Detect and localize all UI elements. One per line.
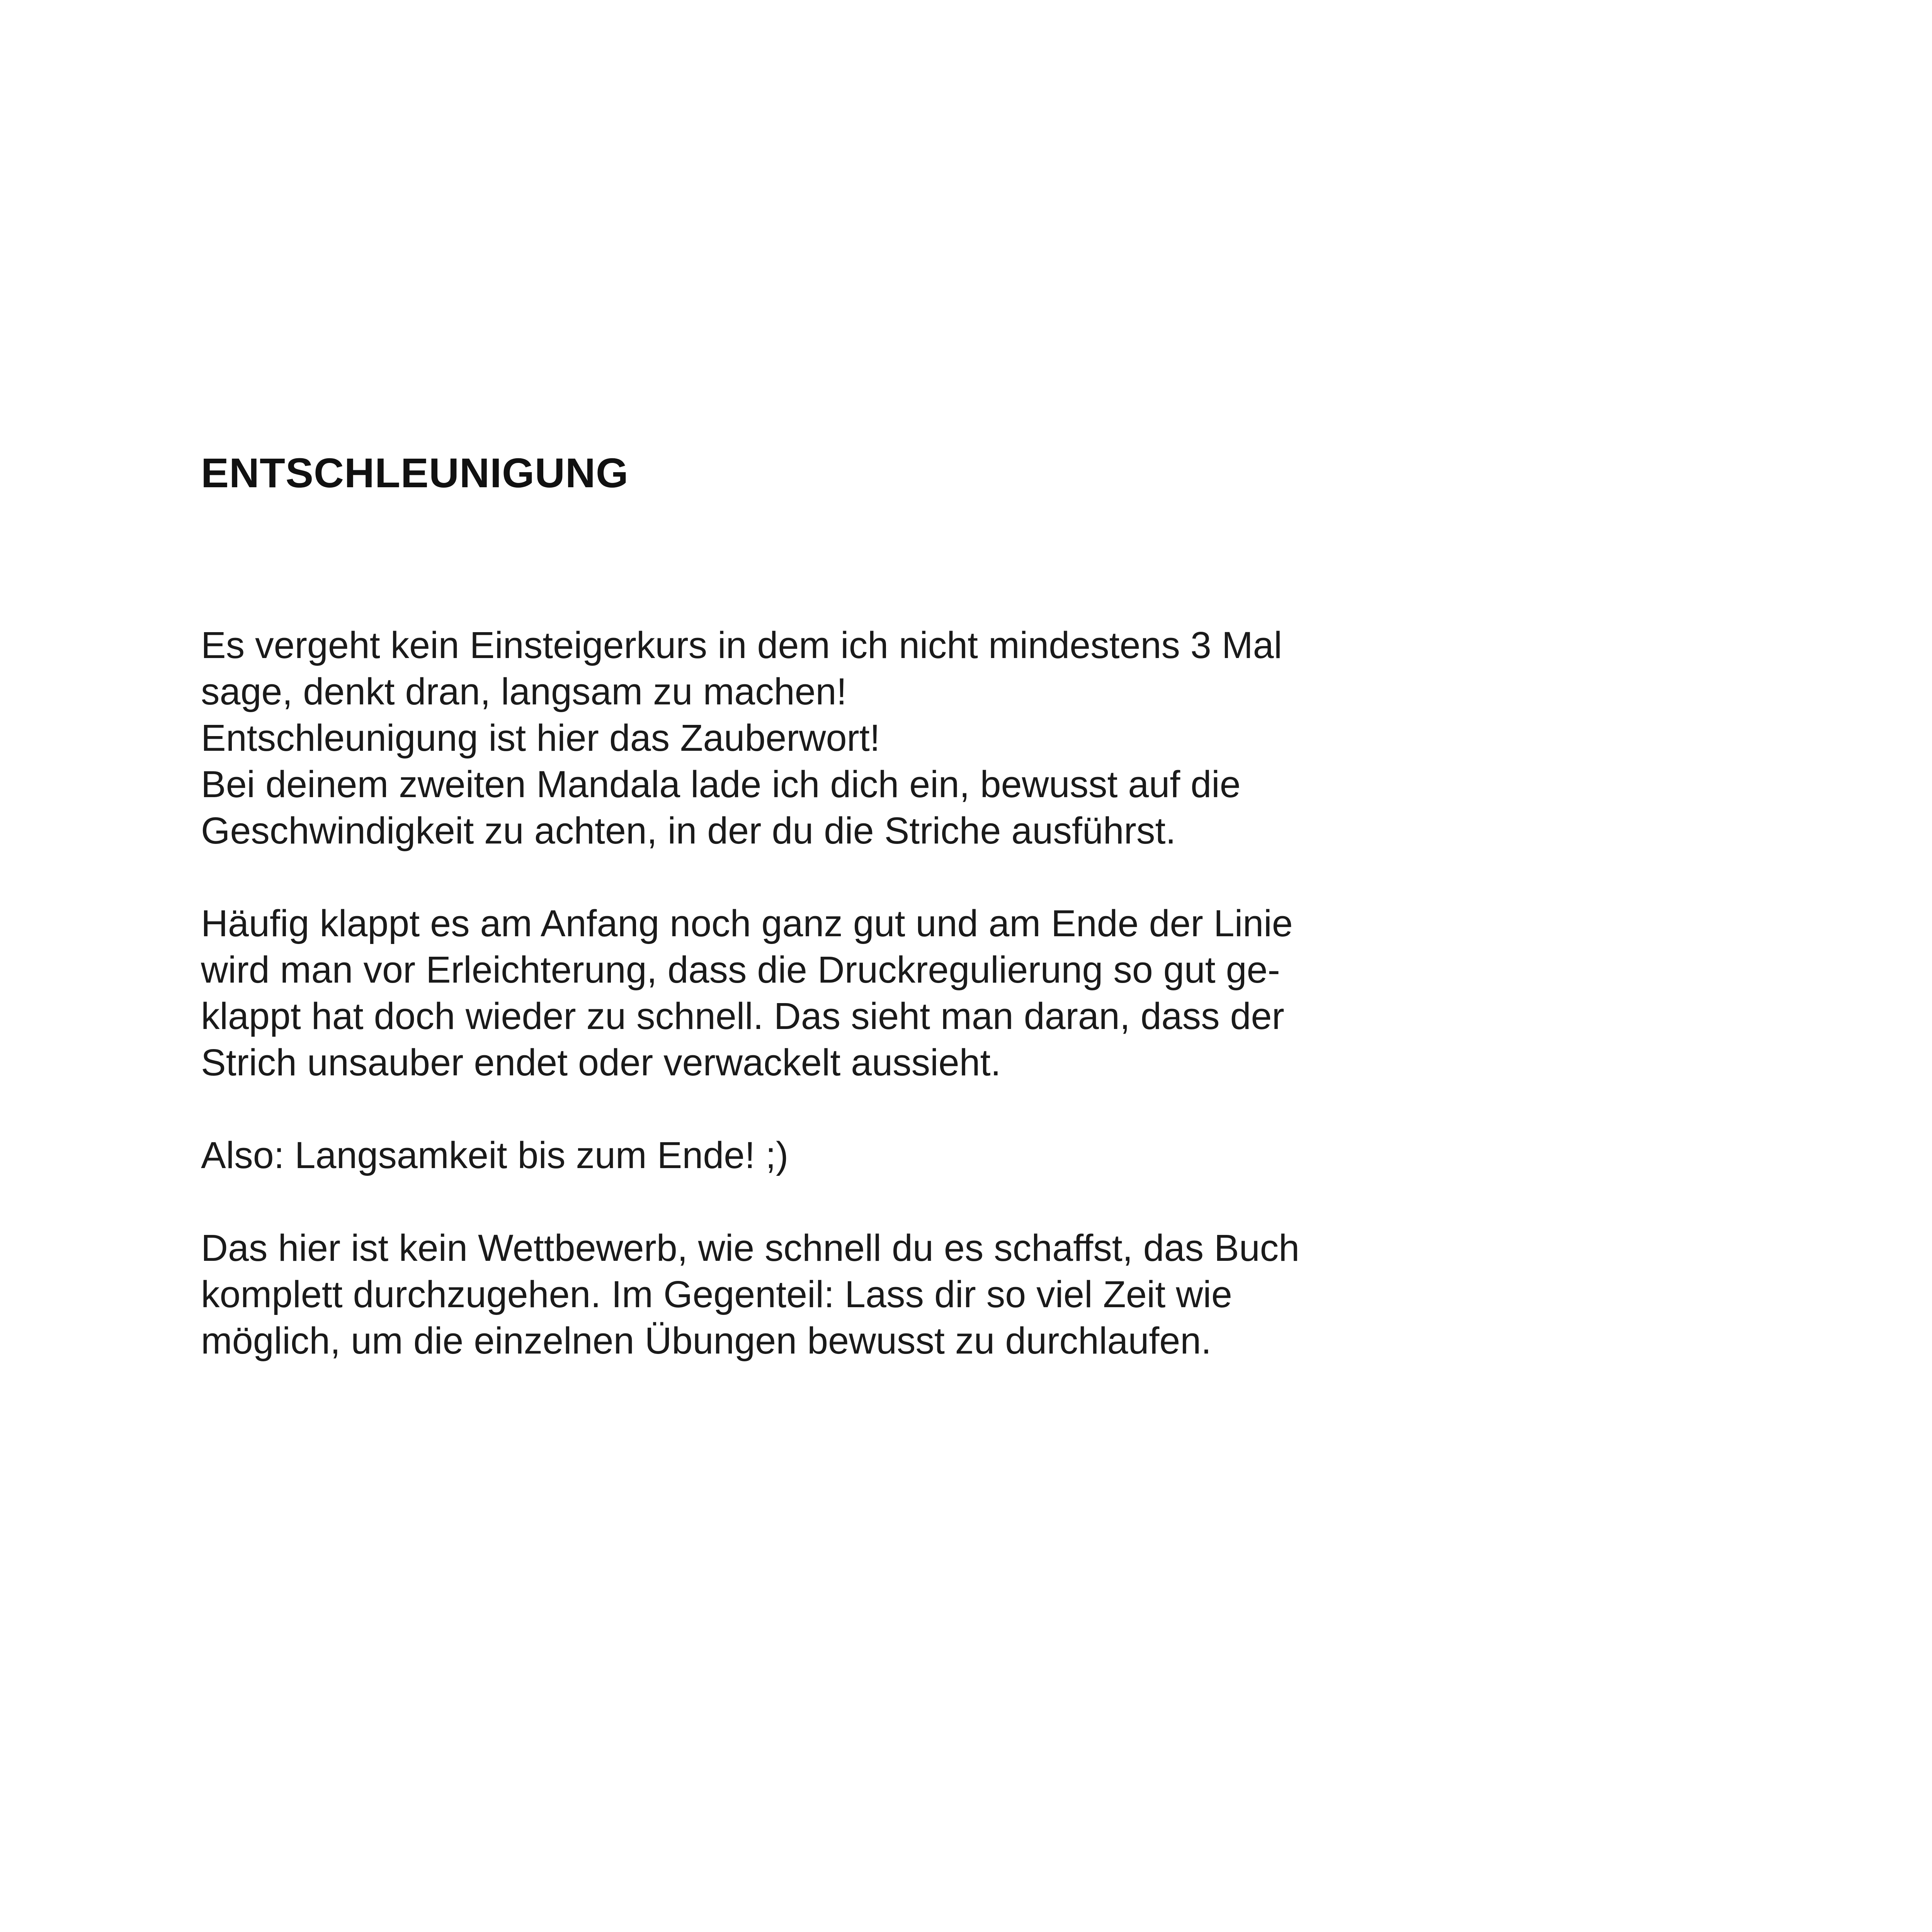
text-line: Entschleunigung ist hier das Zauberwort!	[201, 717, 880, 759]
text-line: wird man vor Erleichterung, dass die Druckregulierung so gut ge-	[201, 949, 1280, 991]
body-text	[201, 622, 1437, 1410]
text-line: Strich unsauber endet oder verwackelt aussieht.	[201, 1041, 1001, 1083]
paragraph	[201, 1132, 1437, 1179]
text-line: Geschwindigkeit zu achten, in der du die Striche ausführst.	[201, 810, 1176, 852]
text-line: Häufig klappt es am Anfang noch ganz gut und am Ende der Linie	[201, 902, 1293, 944]
text-line: Bei deinem zweiten Mandala lade ich dich ein, bewusst auf die	[201, 763, 1241, 805]
page-title: ENTSCHLEUNIGUNG	[201, 449, 629, 496]
paragraph	[201, 622, 1437, 854]
text-line: möglich, um die einzelnen Übungen bewusst zu durchlaufen.	[201, 1320, 1212, 1362]
paragraph	[201, 900, 1437, 1086]
text-line: komplett durchzugehen. Im Gegenteil: Lass dir so viel Zeit wie	[201, 1273, 1232, 1315]
paragraph	[201, 1225, 1437, 1364]
text-line: klappt hat doch wieder zu schnell. Das sieht man daran, dass der	[201, 995, 1284, 1037]
text-line: sage, denkt dran, langsam zu machen!	[201, 670, 847, 713]
text-line: Das hier ist kein Wettbewerb, wie schnell du es schaffst, das Buch	[201, 1227, 1300, 1269]
text-line: Also: Langsamkeit bis zum Ende! ;)	[201, 1134, 789, 1176]
text-line: Es vergeht kein Einsteigerkurs in dem ich nicht mindestens 3 Mal	[201, 624, 1282, 666]
